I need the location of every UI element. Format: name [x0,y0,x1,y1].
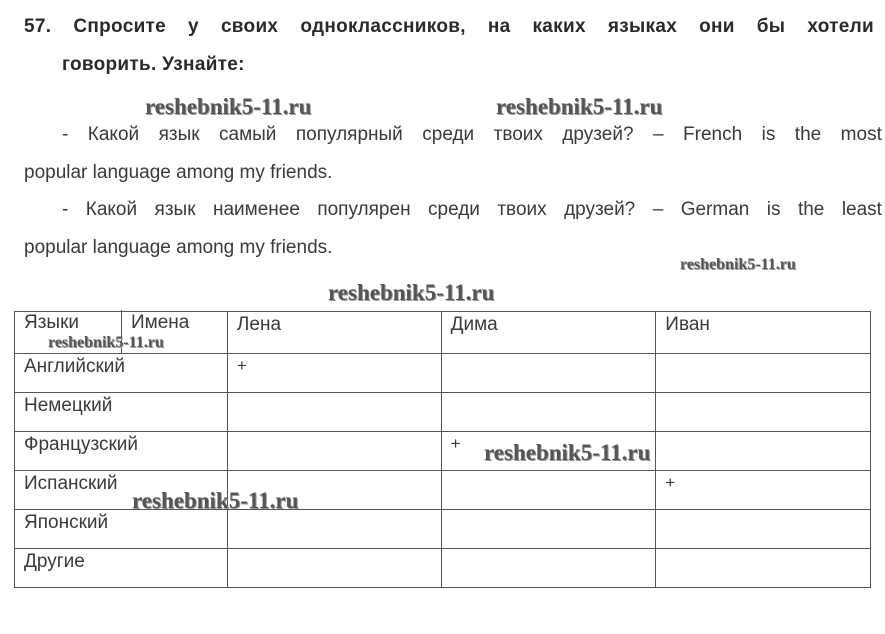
answer-word: least [841,199,882,220]
answer-word: среди [428,199,480,220]
vote-cell [227,510,441,549]
language-cell: Другие [15,549,228,588]
answer-word: most [840,124,882,145]
answer-word: популярный [295,124,403,145]
column-header: Иван [656,312,871,354]
watermark: reshebnik5-11.ru [48,334,164,351]
language-cell: Французский [15,432,228,471]
answer-word: the [794,124,822,145]
table-row [15,549,871,588]
vote-cell [441,510,656,549]
answer-word: друзей? [562,124,634,145]
watermark: reshebnik5-11.ru [680,256,796,273]
task-title-line-1 [24,8,874,46]
answer-word: твоих [497,199,547,220]
task-title-word: Спросите [73,16,167,37]
vote-cell [656,510,871,549]
answer-word: Какой [85,199,138,220]
language-cell: Испанский [15,471,228,510]
task-title-word: языках [607,16,678,37]
vote-cell [656,432,871,471]
answer-word: French [683,124,743,145]
table-row [15,354,871,393]
vote-cell: + [227,354,441,393]
answer-word: German [680,199,750,220]
task-title-word: хотели [807,16,874,37]
column-header: Лена [227,312,441,354]
answer-continuation: popular language among my friends. [24,237,333,258]
answer-word: – [652,124,664,145]
answer-word: популярен [317,199,411,220]
table-row [15,510,871,549]
answer-word: язык [158,124,200,145]
answer-word: – [652,199,664,220]
answer-word: язык [154,199,196,220]
language-cell: Японский [15,510,228,549]
vote-cell: + [441,432,656,471]
answer-word: Какой [87,124,140,145]
table-row [15,393,871,432]
answer-word: - [62,124,69,145]
vote-cell [227,432,441,471]
task-title-word: у [188,16,199,37]
answer-word: среди [422,124,475,145]
task-title-line-2: говорить. Узнайте: [62,54,245,75]
vote-cell [656,354,871,393]
vote-cell [441,393,656,432]
answer-word: the [797,199,825,220]
task-number: 57. [24,16,52,37]
languages-table [14,311,871,588]
answer-word: твоих [493,124,543,145]
table-row [15,432,871,471]
vote-cell: + [656,471,871,510]
task-title-word: бы [756,16,786,37]
task-title-word: они [699,16,735,37]
answer-word: is [766,199,781,220]
language-cell: Немецкий [15,393,228,432]
task-title-word: своих [220,16,279,37]
task-title-word: каких [532,16,586,37]
task-title [24,8,874,84]
vote-cell [441,354,656,393]
vote-cell [227,549,441,588]
header-languages: Языки [15,310,122,353]
watermark: reshebnik5-11.ru [145,94,312,119]
language-cell: Английский [15,354,228,393]
watermark: reshebnik5-11.ru [484,440,651,465]
vote-cell [227,393,441,432]
watermark: reshebnik5-11.ru [328,280,495,305]
answer-line [24,191,882,229]
vote-cell [656,549,871,588]
vote-cell [441,471,656,510]
answer-word: - [62,199,69,220]
task-title-word: одноклассников, [300,16,466,37]
vote-cell [441,549,656,588]
answer-continuation: popular language among my friends. [24,162,333,183]
answer-word: is [761,124,776,145]
watermark: reshebnik5-11.ru [496,94,663,119]
answer-word: друзей? [564,199,636,220]
column-header: Дима [441,312,656,354]
answer-word: самый [219,124,277,145]
vote-cell [656,393,871,432]
answer-line [24,116,882,154]
task-title-word: на [487,16,511,37]
header-names: Имена [131,312,190,333]
watermark: reshebnik5-11.ru [132,488,299,513]
answer-word: наименее [212,199,300,220]
answer-paragraph-1 [24,116,882,192]
